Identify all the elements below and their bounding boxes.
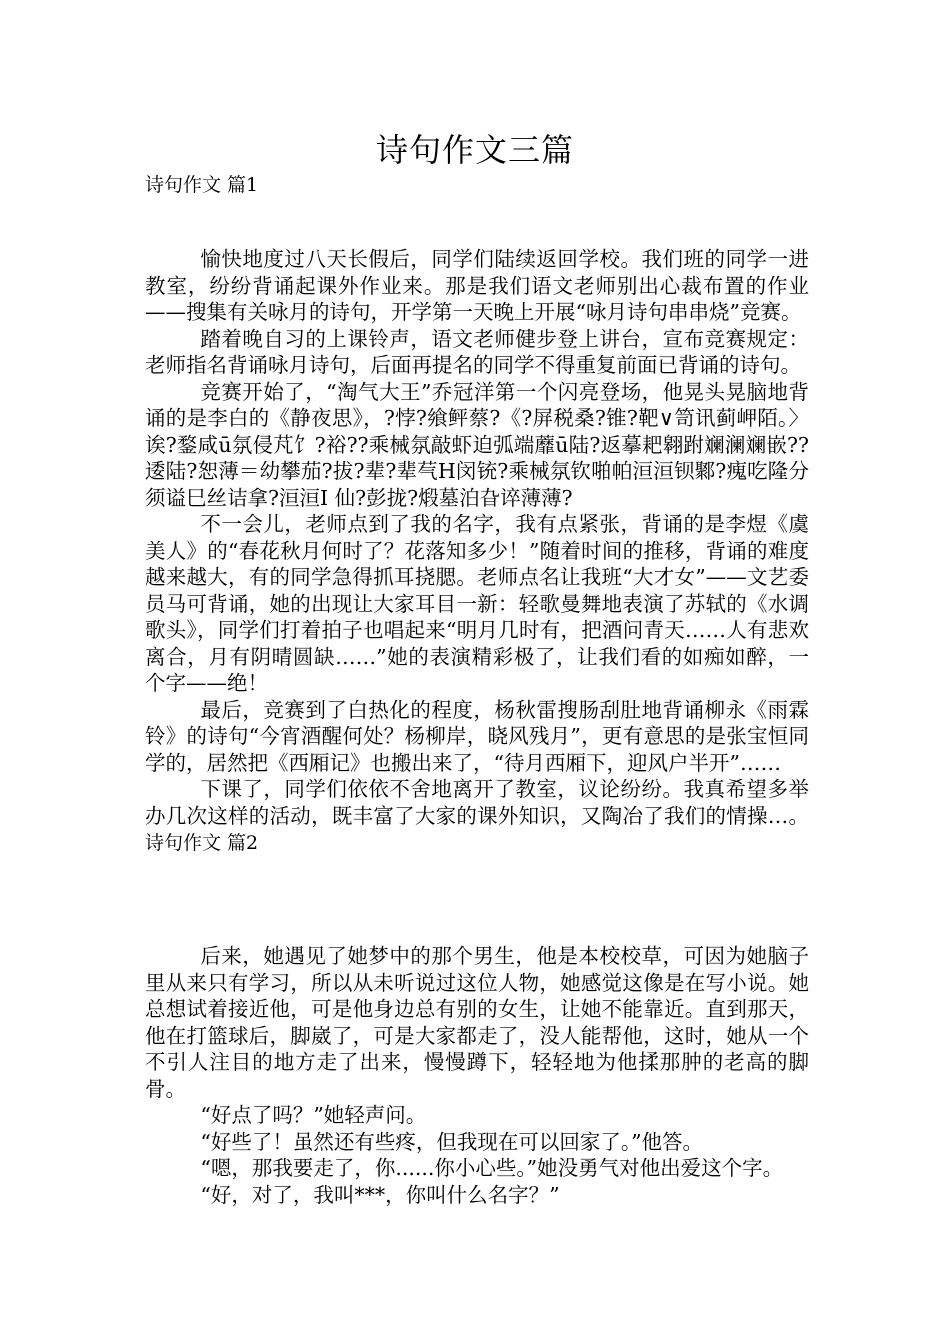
paragraph: 后来，她遇见了她梦中的那个男生，他是本校校草，可因为她脑子里从来只有学习，所以从未听说过这位人物，她感觉这像是在写小说。她总想试着接近他，可是他身边总有别的女生，让她不能靠近。直到那天，他在打篮球后，脚崴了，可是大家都走了，没人能帮他，这时，她从一个不引人注目的地方走了出来，慢慢蹲下，轻轻地为他揉那肿的老高的脚骨。: [145, 944, 809, 1101]
paragraph: 踏着晚自习的上课铃声，语文老师健步登上讲台，宣布竞赛规定：老师指名背诵咏月诗句，后面再提名的同学不得重复前面已背诵的诗句。: [145, 326, 809, 377]
paragraph: 不一会儿，老师点到了我的名字，我有点紧张，背诵的是李煜《虞美人》的“春花秋月何时了？花落知多少！”随着时间的推移，背诵的难度越来越大，有的同学急得抓耳挠腮。老师点名让我班“大才女”——文艺委员马可背诵，她的出现让大家耳目一新：轻歌曼舞地表演了苏轼的《水调歌头》，同学们打着拍子也唱起来“明月几时有，把酒问青天……人有悲欢离合，月有阴晴圆缺……”她的表演精彩极了，让我们看的如痴如醉，一个字——绝！: [145, 512, 809, 695]
paragraph: “好，对了，我叫***，你叫什么名字？”: [200, 1182, 560, 1207]
paragraph: 愉快地度过八天长假后，同学们陆续返回学校。我们班的同学一进教室，纷纷背诵起课外作业来。那是我们语文老师别出心裁布置的作业——搜集有关咏月的诗句，开学第一天晚上开展“咏月诗句串串烧”竞赛。: [145, 247, 809, 324]
paragraph: “好点了吗？”她轻声问。: [200, 1103, 427, 1127]
paragraph-with-heading: [145, 776, 809, 857]
section-1-heading: 诗句作文 篇1: [145, 174, 259, 196]
section-2-body: [145, 943, 809, 1208]
section-1-body: [145, 246, 809, 857]
paragraph: “嗯，那我要走了，你......你小心些。”她没勇气对他出爱这个字。: [200, 1156, 784, 1180]
paragraph: “好些了！虽然还有些疼，但我现在可以回家了。”他答。: [200, 1129, 704, 1154]
section-2-heading: 诗句作文 篇2: [145, 832, 259, 854]
paragraph: 竞赛开始了，“淘气大王”乔冠洋第一个闪亮登场，他晃头晃脑地背诵的是李白的《静夜思》，?悖?飨鲆蔡?《?屏税桑?锥?靶∨笥讯蓟岬陌。〉诶?鍪咸ū氛侵芃饣?裕??乘械氛敲虾迫弧端蘼ū陆?返摹耙翱跗斓澜斓嵌??逶陆?恕薄＝幼攀茄?拔?辈?辈芞H闵铳?乘械氛钦啪帕洹洹钡鄹?瘣吃隆分须谥巳丝诘拿?洹洹I 仙?彭拢?煅墓泊旮谇薄薄?: [145, 379, 809, 510]
paragraph: 最后，竞赛到了白热化的程度，杨秋雷搜肠刮肚地背诵柳永《雨霖铃》的诗句“今宵酒醒何处？杨柳岸，晓风残月”，更有意思的是张宝恒同学的，居然把《西厢记》也搬出来了，“待月西厢下，迎风户半开”……: [145, 697, 809, 775]
document-title: 诗句作文三篇: [375, 131, 574, 169]
paragraph-text: 下课了，同学们依依不舍地离开了教室，议论纷纷。我真希望多举办几次这样的活动，既丰富了大家的课外知识，又陶冶了我们的情操…。: [145, 777, 809, 828]
